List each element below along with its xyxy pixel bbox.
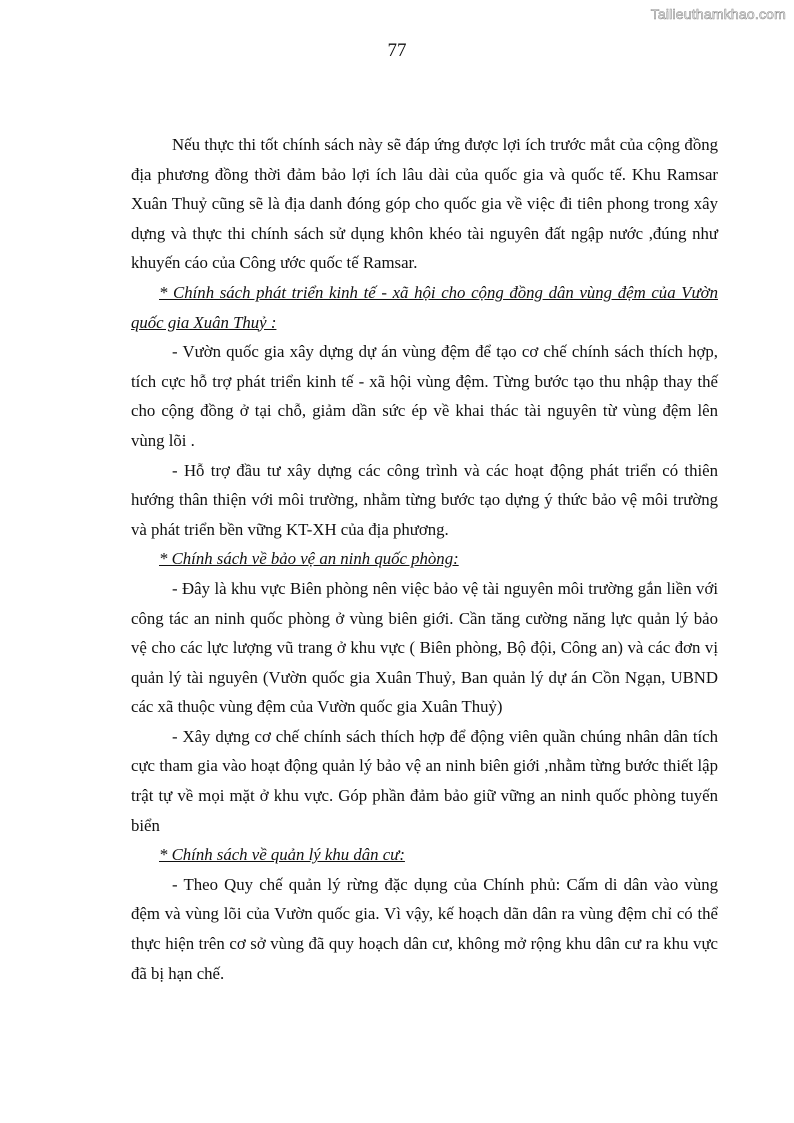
paragraph-border-area: - Đây là khu vực Biên phòng nên việc bảo vệ tài nguyên môi trường gắn liền với công tác an ninh quốc phòng ở vùng biên giới. Cần tăng cường năng lực quản lý bảo vệ cho các lực lượng vũ trang ở khu vực ( Biên phòng, Bộ đội, Công an) và các đơn vị quản lý tài nguyên (Vườn quốc gia Xuân Thuỷ, Ban quản lý dự án Cồn Ngạn, UBND các xã thuộc vùng đệm của Vườn quốc gia Xuân Thuỷ) xyxy=(131,578,718,717)
paragraph-ramsar-conclusion: Nếu thực thi tốt chính sách này sẽ đáp ứng được lợi ích trước mắt của cộng đồng địa phương đồng thời đảm bảo lợi ích lâu dài của quốc gia và quốc tế. Khu Ramsar Xuân Thuỷ cũng sẽ là địa danh đóng góp cho quốc gia về việc đi tiên phong trong xây dựng và thực thi chính sách sử dụng khôn khéo tài nguyên đất ngập nước ,đúng như khuyến cáo của Công ước quốc tế Ramsar. xyxy=(131,135,718,273)
watermark-text: Tailieuthamkhao.com xyxy=(650,6,786,22)
section-heading-residential-management-text: * Chính sách về quản lý khu dân cư: xyxy=(159,845,405,865)
section-heading-security-defense xyxy=(131,544,718,574)
page-number: 77 xyxy=(387,40,407,61)
document-body xyxy=(131,130,718,988)
paragraph-forest-regulation: - Theo Quy chế quản lý rừng đặc dụng của Chính phủ: Cấm di dân vào vùng đệm và vùng lõi của Vườn quốc gia. Vì vậy, kế hoạch dãn dân ra vùng đệm chỉ có thể thực hiện trên cơ sở vùng đã quy hoạch dân cư, không mở rộng khu dân cư ra khu vực đã bị hạn chế. xyxy=(131,874,718,983)
section-heading-residential-management xyxy=(131,840,718,870)
paragraph-infrastructure-support: - Hỗ trợ đầu tư xây dựng các công trình và các hoạt động phát triển có thiên hướng thân thiện với môi trường, nhằm từng bước tạo dựng ý thức bảo vệ môi trường và phát triển bền vững KT-XH của địa phương. xyxy=(131,460,718,539)
section-heading-security-defense-text: * Chính sách về bảo vệ an ninh quốc phòng: xyxy=(159,549,459,569)
paragraph-buffer-zone-project: - Vườn quốc gia xây dựng dự án vùng đệm để tạo cơ chế chính sách thích hợp, tích cực hỗ trợ phát triển kinh tế - xã hội vùng đệm. Từng bước tạo thu nhập thay thế cho cộng đồng ở tại chỗ, giảm dần sức ép về khai thác tài nguyên từ vùng đệm lên vùng lõi . xyxy=(131,342,718,450)
section-heading-socioeconomic-text: * Chính sách phát triển kinh tế - xã hội cho cộng đồng dân vùng đệm của Vườn quốc gia Xuân Thuỷ : xyxy=(131,282,718,332)
paragraph-mobilize-people: - Xây dựng cơ chế chính sách thích hợp để động viên quần chúng nhân dân tích cực tham gia vào hoạt động quản lý bảo vệ an ninh biên giới ,nhằm từng bước thiết lập trật tự về mọi mặt ở khu vực. Góp phần đảm bảo giữ vững an ninh quốc phòng tuyến biển xyxy=(131,726,718,835)
section-heading-socioeconomic xyxy=(131,278,718,337)
